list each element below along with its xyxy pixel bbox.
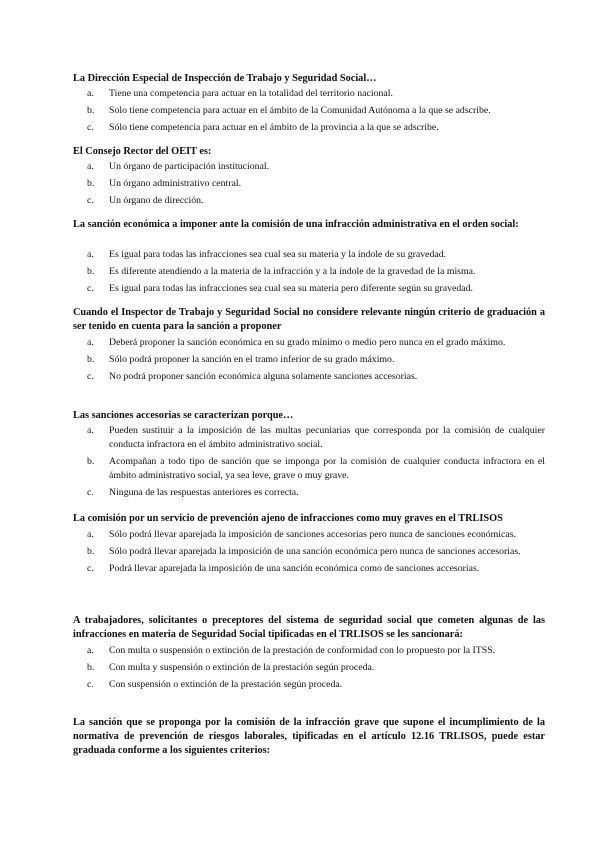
option-letter: a. [87,249,94,260]
option-text: Sólo podrá llevar aparejada la imposición de una sanción económica pero nunca de sanciones accesorias. [109,546,521,557]
option-letter: a. [87,425,94,436]
option-letter: c. [87,122,94,133]
option-text: No podrá proponer sanción económica alguna solamente sanciones accesorias. [109,371,418,382]
question-2: El Consejo Rector del OEIT es: [73,146,212,157]
question-7-options [73,644,545,695]
option-letter: a. [87,645,94,656]
question-3: La sanción económica a imponer ante la comisión de una infracción administrativa en el orden social: [73,219,519,230]
question-6-options [73,528,545,579]
option-letter: a. [87,337,94,348]
option-letter: b. [87,105,95,116]
option-letter: a. [87,88,94,99]
option-letter: c. [87,679,94,690]
option-text: Un órgano de dirección. [109,195,204,206]
option-4a [73,336,545,350]
option-letter: b. [87,546,95,557]
option-text: Con multa y suspensión o extinción de la prestación según proceda. [109,662,375,673]
question-2-options [73,160,545,211]
option-letter: c. [87,487,94,498]
option-letter: b. [87,354,95,365]
option-letter: c. [87,563,94,574]
option-text: Con multa o suspensión o extinción de la prestación de conformidad con lo propuesto por la ITSS. [109,645,496,656]
option-text: Sólo podrá llevar aparejada la imposición de sanciones accesorias pero nunca de sanciones económicas. [109,529,516,540]
option-text: Sólo podrá proponer la sanción en el tramo inferior de su grado máximo. [109,354,395,365]
option-text: Acompañan a todo tipo de sanción que se imponga por la comisión de cualquier conducta infractora en el ámbito administrativo social, ya sea leve, grave o muy grave. [109,456,545,481]
option-5c [73,486,545,500]
option-text: Podrá llevar aparejada la imposición de una sanción económica como de sanciones accesorias. [109,563,480,574]
option-letter: c. [87,371,94,382]
question-3-options [73,248,545,299]
option-6c [73,562,545,576]
option-5b [73,455,545,483]
option-letter: b. [87,456,95,467]
option-6b [73,545,545,559]
option-5a [73,424,545,452]
option-7a [73,644,545,658]
question-4: Cuando el Inspector de Trabajo y Seguridad Social no considere relevante ningún criterio de graduación a ser tenido en cuenta para la sanción a proponer [73,307,545,332]
option-4c [73,370,545,384]
option-text: Un órgano administrativo central. [109,178,242,189]
question-8: La sanción que se proponga por la comisión de la infracción grave que supone el incumplimiento de la normativa de prevención de riesgos laborales, tipificadas en el artículo 12.16 TRLISOS, puede estar graduada conforme a los siguientes criterios: [73,717,545,756]
option-text: Un órgano de participación institucional. [109,161,270,172]
option-letter: b. [87,662,95,673]
option-letter: b. [87,266,95,277]
question-5: Las sanciones accesorias se caracterizan porque… [73,410,294,421]
option-1b [73,104,545,118]
option-6a [73,528,545,542]
question-5-options [73,424,545,503]
option-1a [73,87,545,101]
option-2a [73,160,545,174]
question-4-options [73,336,545,387]
option-3b [73,265,545,279]
option-4b [73,353,545,367]
question-1: La Dirección Especial de Inspección de Trabajo y Seguridad Social… [73,73,377,84]
option-text: Tiene una competencia para actuar en la totalidad del territorio nacional. [109,88,393,99]
option-letter: a. [87,161,94,172]
option-7c [73,678,545,692]
option-letter: c. [87,195,94,206]
option-2b [73,177,545,191]
option-text: Sólo tiene competencia para actuar en el ámbito de la provincia a la que se adscribe. [109,122,439,133]
question-7: A trabajadores, solicitantes o preceptores del sistema de seguridad social que cometen algunas de las infracciones en materia de Seguridad Social tipificadas en el TRLISOS se les sancionará: [73,615,545,640]
option-text: Pueden sustituir a la imposición de las multas pecuniarias que corresponda por la comisión de cualquier conducta infractora en el ámbito administrativo social. [109,425,545,450]
option-text: Con suspensión o extinción de la prestación según proceda. [109,679,343,690]
option-3a [73,248,545,262]
option-7b [73,661,545,675]
option-text: Es diferente atendiendo a la materia de la infracción y a la índole de la gravedad de la misma. [109,266,476,277]
option-text: Ninguna de las respuestas anteriores es correcta. [109,487,299,498]
option-3c [73,282,545,296]
question-1-options [73,87,545,138]
option-2c [73,194,545,208]
option-text: Deberá proponer la sanción económica en su grado mínimo o medio pero nunca en el grado máximo. [109,337,506,348]
option-text: Solo tiene competencia para actuar en el ámbito de la Comunidad Autónoma a la que se adscribe. [109,105,491,116]
option-text: Es igual para todas las infracciones sea cual sea su materia y la índole de su gravedad. [109,249,447,260]
option-letter: c. [87,283,94,294]
option-1c [73,121,545,135]
question-6: La comisión por un servicio de prevención ajeno de infracciones como muy graves en el TRLISOS [73,513,503,524]
option-letter: b. [87,178,95,189]
option-letter: a. [87,529,94,540]
option-text: Es igual para todas las infracciones sea cual sea su materia pero diferente según su gravedad. [109,283,473,294]
